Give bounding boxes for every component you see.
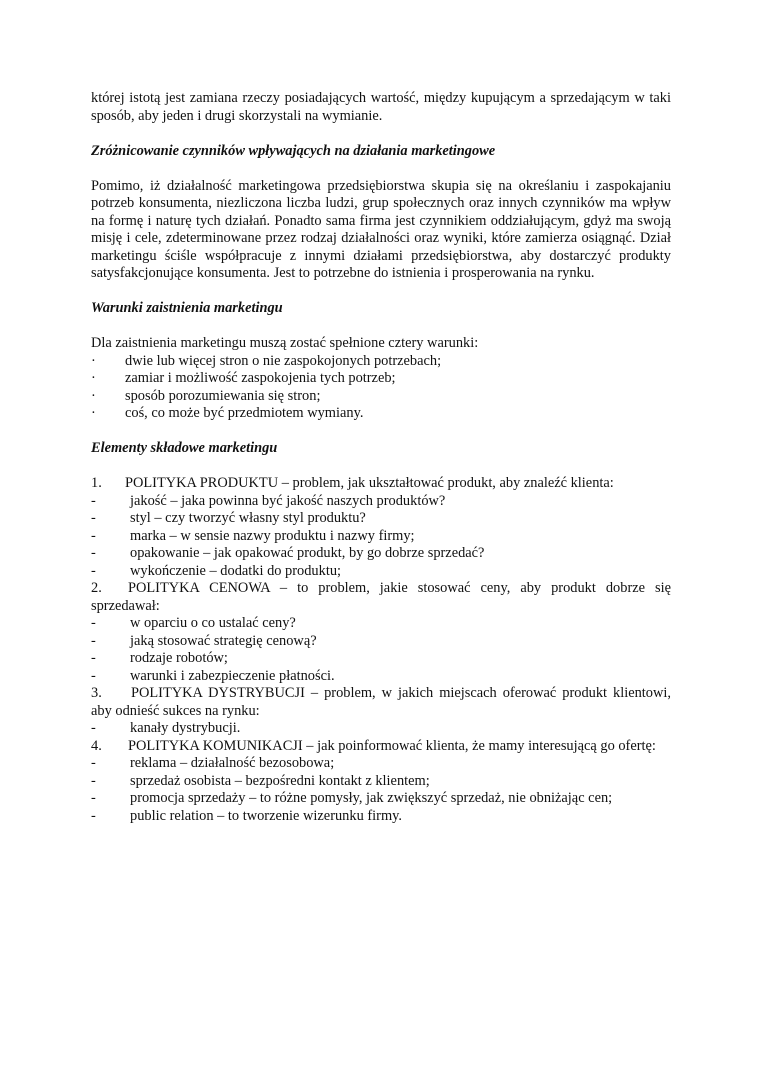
bullet-mark: · xyxy=(91,387,96,404)
list-item xyxy=(91,755,671,773)
factors-paragraph: Pomimo, iż działalność marketingowa przedsiębiorstwa skupia się na określaniu i zaspokajaniu potrzeb konsumenta, niezliczona liczba ludzi, grup społecznych oraz innych czynników ma wpływ na formę i naturę tych działań. Ponadto sama firma jest czynnikiem oddziałującym, gdyż ma swoją misję i cele, zdeterminowane przez rodzaj działalności oraz wyniki, które zamierza osiągnąć. Dział marketingu ściśle współpracuje z innymi działami przedsiębiorstwa, aby dostarczyć produkty satysfakcjonujące konsumenta. Jest to potrzebne do istnienia i prosperowania na rynku. xyxy=(91,177,671,281)
numbered-item-title: POLITYKA PRODUKTU – problem, jak ukształtować produkt, aby znaleźć klienta: xyxy=(125,475,614,491)
list-item-text: styl – czy tworzyć własny styl produktu? xyxy=(130,510,366,526)
intro-paragraph: której istotą jest zamiana rzeczy posiadających wartość, między kupującym a sprzedającym w taki sposób, aby jeden i drugi skorzystali na wymianie. xyxy=(91,90,671,124)
dash-mark: - xyxy=(91,527,96,544)
section-heading-conditions: Warunki zaistnienia marketingu xyxy=(91,300,283,316)
numbered-item-title: POLITYKA CENOWA – to problem, jakie stosować ceny, aby produkt dobrze się sprzedawał: xyxy=(91,580,671,614)
list-item xyxy=(91,615,671,633)
numbered-item-distribution-policy xyxy=(91,685,671,720)
list-item xyxy=(91,633,671,651)
list-item-text: reklama – działalność bezosobowa; xyxy=(130,755,335,771)
section-heading-factors: Zróżnicowanie czynników wpływających na działania marketingowe xyxy=(91,142,496,159)
bullet-mark: · xyxy=(91,352,96,369)
list-item xyxy=(91,388,671,406)
list-item xyxy=(91,773,671,791)
numbered-item-title: POLITYKA KOMUNIKACJI – jak poinformować klienta, że mamy interesującą go ofertę: xyxy=(128,737,656,754)
dash-mark: - xyxy=(91,772,96,789)
list-item xyxy=(91,405,671,423)
document-page xyxy=(91,90,671,825)
dash-mark: - xyxy=(91,720,96,736)
dash-mark: - xyxy=(91,632,96,649)
numbered-item-product-policy xyxy=(91,475,671,493)
numbered-item-communication-policy xyxy=(91,738,671,756)
list-item xyxy=(91,668,671,686)
list-item xyxy=(91,493,671,511)
item-number: 1. xyxy=(91,475,102,491)
dash-mark: - xyxy=(91,615,96,631)
list-item xyxy=(91,563,671,581)
list-item-text: coś, co może być przedmiotem wymiany. xyxy=(125,405,364,421)
list-item-text: jaką stosować strategię cenową? xyxy=(130,632,317,649)
dash-mark: - xyxy=(91,562,96,579)
list-item xyxy=(91,650,671,668)
dash-mark: - xyxy=(91,755,96,771)
bullet-mark: · xyxy=(91,370,96,386)
list-item-text: rodzaje robotów; xyxy=(130,650,228,666)
list-item-text: wykończenie – dodatki do produktu; xyxy=(130,562,342,579)
bullet-mark: · xyxy=(91,405,96,421)
dash-mark: - xyxy=(91,510,96,526)
list-item-text: warunki i zabezpieczenie płatności. xyxy=(130,667,335,684)
list-item-text: promocja sprzedaży – to różne pomysły, jak zwiększyć sprzedaż, nie obniżając cen; xyxy=(130,790,613,806)
list-item-text: public relation – to tworzenie wizerunku firmy. xyxy=(130,807,403,824)
list-item-text: zamiar i możliwość zaspokojenia tych potrzeb; xyxy=(125,370,396,386)
item-number: 3. xyxy=(91,685,102,701)
item-number: 2. xyxy=(91,580,102,596)
item-number: 4. xyxy=(91,737,102,754)
conditions-list xyxy=(91,353,671,423)
list-item xyxy=(91,370,671,388)
list-item xyxy=(91,353,671,371)
list-item xyxy=(91,510,671,528)
list-item xyxy=(91,528,671,546)
list-item xyxy=(91,790,671,808)
list-item xyxy=(91,545,671,563)
dash-mark: - xyxy=(91,650,96,666)
list-item-text: jakość – jaka powinna być jakość naszych produktów? xyxy=(130,492,446,509)
list-item-text: kanały dystrybucji. xyxy=(130,720,241,736)
list-item-text: sposób porozumiewania się stron; xyxy=(125,387,321,404)
list-item xyxy=(91,720,671,738)
dash-mark: - xyxy=(91,545,96,561)
list-item-text: opakowanie – jak opakować produkt, by go dobrze sprzedać? xyxy=(130,545,485,561)
list-item-text: sprzedaż osobista – bezpośredni kontakt z klientem; xyxy=(130,772,430,789)
dash-mark: - xyxy=(91,667,96,684)
list-item-text: dwie lub więcej stron o nie zaspokojonych potrzebach; xyxy=(125,352,442,369)
list-item xyxy=(91,808,671,826)
conditions-intro: Dla zaistnienia marketingu muszą zostać spełnione cztery warunki: xyxy=(91,335,479,351)
dash-mark: - xyxy=(91,790,96,806)
dash-mark: - xyxy=(91,807,96,824)
dash-mark: - xyxy=(91,492,96,509)
list-item-text: marka – w sensie nazwy produktu i nazwy firmy; xyxy=(130,527,415,544)
numbered-item-title: POLITYKA DYSTRYBUCJI – problem, w jakich miejscach oferować produkt klientowi, aby odnieść sukces na rynku: xyxy=(91,685,671,719)
section-heading-elements: Elementy składowe marketingu xyxy=(91,440,278,456)
numbered-item-price-policy xyxy=(91,580,671,615)
list-item-text: w oparciu o co ustalać ceny? xyxy=(130,615,296,631)
